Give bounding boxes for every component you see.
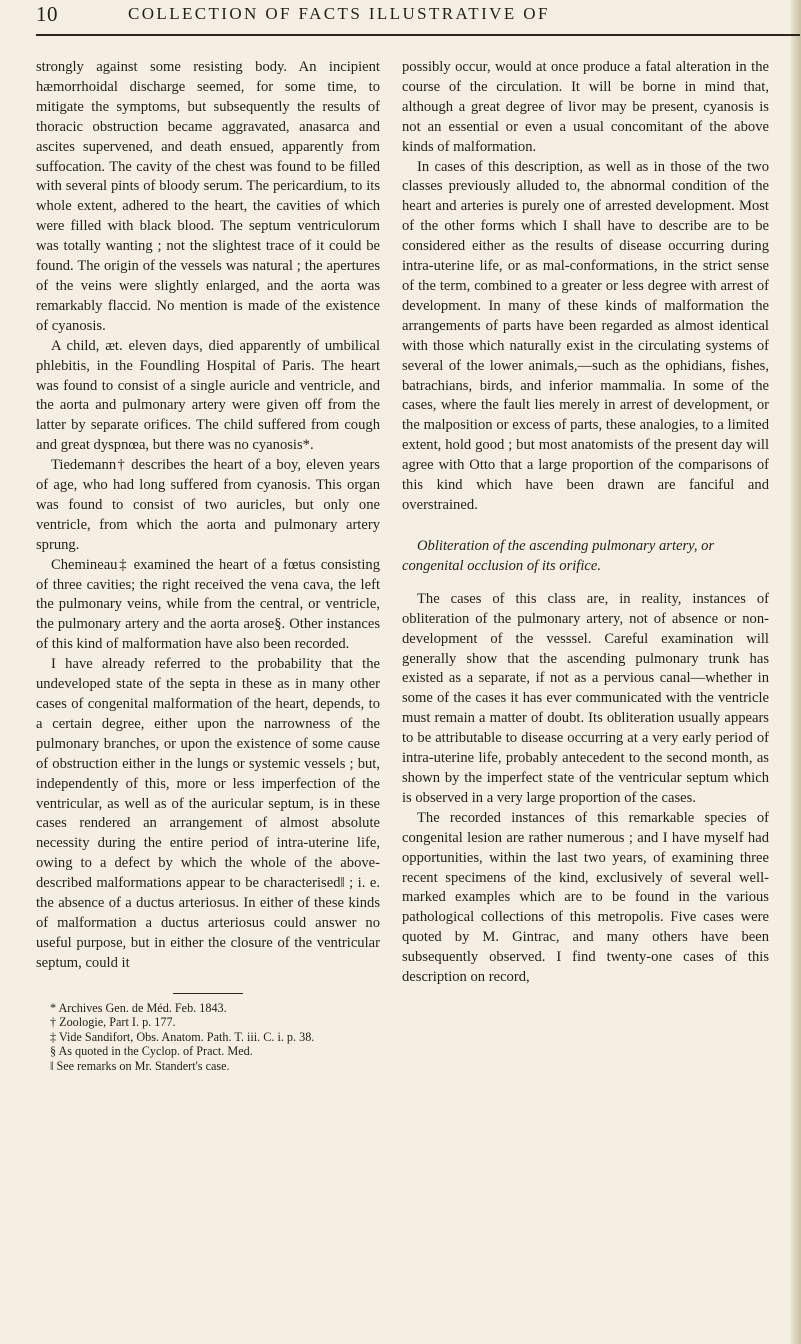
paragraph: Chemineau‡ examined the heart of a fœtus consisting of three cavities; the right received the vena cava, the left the pulmonary veins, while from the central, or ventricle, the pulmonary artery and the aorta arose§. Other instances of this kind of malformation have also been recorded. [36,556,380,653]
paragraph: Tiedemann† describes the heart of a boy, eleven years of age, who had long suffered from cyanosis. This organ was found to consist of two auricles, but only one ventricle, from which the aorta and pulmonary artery sprung. [36,457,380,553]
footnote: ‖ See remarks on Mr. Standert's case. [50,1059,230,1074]
paragraph: strongly against some resisting body. An incipient hæmorrhoidal discharge seemed, for some time, to mitigate the symptoms, but subsequently the results of thoracic obstruction became aggravated, anasarca and ascites supervened, and death ensued, apparently from suffocation. The cavity of the chest was found to be filled with several pints of bloody serum. The pericardium, to its whole extent, adhered to the heart, the cavities of which were filled with black blood. The septum ventriculorum was totally wanting ; not the slightest trace of it could be found. The origin of the vessels was natural ; the apertures of the veins were slightly enlarged, and the aorta was remarkably flaccid. No mention is made of the existence of cyanosis. [36,59,380,334]
footnote-rule [173,993,243,994]
paragraph: A child, æt. eleven days, died apparently of umbilical phlebitis, in the Foundling Hospital of Paris. The heart was found to consist of a single auricle and ventricle, and the aorta and pulmonary artery were given off from the latter by separate orifices. The child suffered from cough and great dyspnœa, but there was no cyanosis*. [36,337,380,454]
footnotes [36,1001,380,1074]
running-title: COLLECTION OF FACTS ILLUSTRATIVE OF [128,4,550,23]
paragraph: I have already referred to the probability that the undeveloped state of the septa in these as in many other cases of congenital malformation of the heart, depends, to a certain degree, either upon the narrowness of the pulmonary branches, or upon the existence of some cause of obstruction either in the lungs or systemic vessels ; but, independently of this, more or less imperfection of the ventricular, as well as of the auricular septum, is in these cases rendered an arrangement of almost absolute necessity during the entire period of intra-uterine life, owing to a defect by which the whole of the above-described malformations appear to be characterised‖ ; i. e. the absence of a ductus arteriosus. In either of these kinds of malformation a ductus arteriosus could answer no useful purpose, but in either the closure of the ventricular septum, could it [36,656,380,971]
right-column [402,58,769,988]
header-rule [36,34,800,36]
page-header [36,2,796,30]
page-edge [791,0,801,1344]
footnote: § As quoted in the Cyclop. of Pract. Med. [50,1044,253,1059]
footnote: * Archives Gen. de Méd. Feb. 1843. [50,1000,227,1015]
footnote: ‡ Vide Sandifort, Obs. Anatom. Path. T. iii. C. i. p. 38. [50,1029,315,1044]
footnote: † Zoologie, Part I. p. 177. [50,1015,176,1030]
left-column [36,58,380,1074]
paragraph: In cases of this description, as well as in those of the two classes previously alluded to, the abnormal condition of the heart and arteries is purely one of arrested development. Most of the other forms which I shall have to describe are to be considered either as the results of disease occurring during intra-uterine life, or as mal-conformations, in the strict sense of the term, combined to a greater or less degree with arrest of development. In many of these kinds of malformation the arrangements of parts have been regarded as almost identical with those which naturally exist in the circulating systems of several of the lower animals,—such as the ophidians, fishes, batrachians, birds, and inferior mammalia. In some of the cases, where the fault lies merely in arrest of development, or the malposition or excess of parts, these analogies, to a limited extent, hold good ; but most anatomists of the present day will agree with Otto that a large proportion of the comparisons of this kind which have been drawn are fanciful and overstrained. [402,158,769,513]
page-number: 10 [36,2,58,26]
section-title: Obliteration of the ascending pulmonary artery, or congenital occlusion of its orifice. [402,537,715,574]
paragraph: The cases of this class are, in reality, instances of obliteration of the pulmonary artery, not of absence or non-development of the vesssel. Careful examination will generally show that the ascending pulmonary trunk has existed as a separate, if not as a pervious canal—whether in some of the cases it has ever communicated with the ventricle must remain a matter of doubt. Its obliteration usually appears to be attributable to disease occurring at a very early period of intra-uterine life, probably antecedent to the second month, as shown by the imperfect state of the ventricular septum which is observed in a very large proportion of the cases. [402,590,769,806]
paragraph: possibly occur, would at once produce a fatal alteration in the course of the circulation. It will be borne in mind that, although a great degree of livor may be present, cyanosis is not an essential or even a usual concomitant of the above kinds of malformation. [402,59,769,155]
paragraph: The recorded instances of this remarkable species of congenital lesion are rather numerous ; and I have myself had opportunities, within the last two years, of examining three recent specimens of the kind, exclusively of several well-marked examples which are to be found in the various pathological collections of this metropolis. Five cases were quoted by M. Gintrac, and many others have been subsequently observed. I find twenty-one cases of this description on record, [402,809,769,986]
